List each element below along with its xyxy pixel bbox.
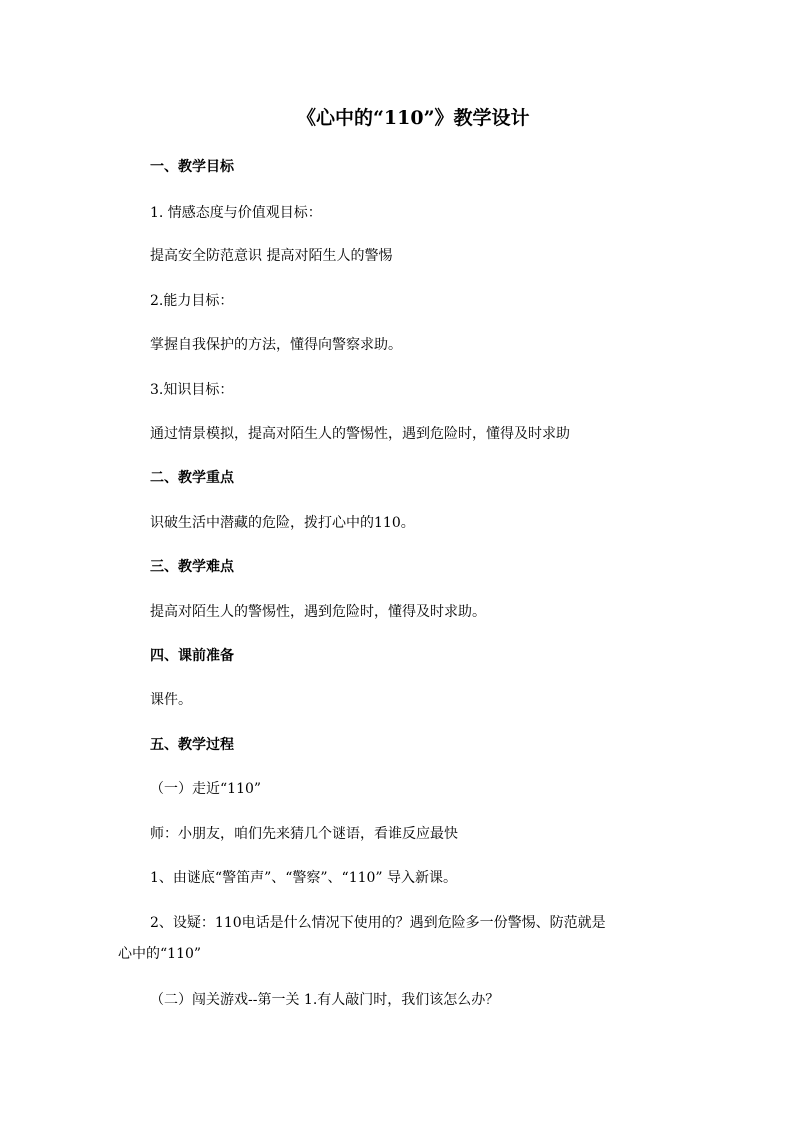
objective-1-label: 1. 情感态度与价值观目标： [150,205,322,221]
objective-2-label: 2.能力目标： [150,293,234,309]
preparation-text: 课件。 [150,692,192,708]
section-heading-difficulties: 三、教学难点 [150,559,234,575]
key-points-text: 识破生活中潜藏的危险，拨打心中的110。 [150,515,415,531]
process-part1-heading: （一）走近“110” [150,781,262,797]
objective-3-text: 通过情景模拟，提高对陌生人的警惕性，遇到危险时，懂得及时求助 [150,426,570,442]
page-title: 《心中的“110”》教学设计 [297,107,530,129]
section-heading-objectives: 一、教学目标 [150,159,234,175]
difficulties-text: 提高对陌生人的警惕性，遇到危险时，懂得及时求助。 [150,604,486,620]
process-step-1: 1、由谜底“警笛声”、“警察”、“110” 导入新课。 [150,870,458,886]
section-heading-process: 五、教学过程 [150,737,234,753]
objective-1-text: 提高安全防范意识 提高对陌生人的警惕 [150,248,393,264]
process-teacher-line: 师：小朋友，咱们先来猜几个谜语，看谁反应最快 [150,826,458,842]
process-part2-heading: （二）闯关游戏--第一关 1.有人敲门时，我们该怎么办？ [150,992,500,1008]
section-heading-preparation: 四、课前准备 [150,648,234,664]
section-heading-key-points: 二、教学重点 [150,470,234,486]
process-step-2-line-1: 2、设疑：110电话是什么情况下使用的？遇到危险多一份警惕、防范就是 [150,915,606,931]
objective-2-text: 掌握自我保护的方法，懂得向警察求助。 [150,337,402,353]
objective-3-label: 3.知识目标： [150,382,234,398]
process-step-2-line-2: 心中的“110” [118,946,202,962]
